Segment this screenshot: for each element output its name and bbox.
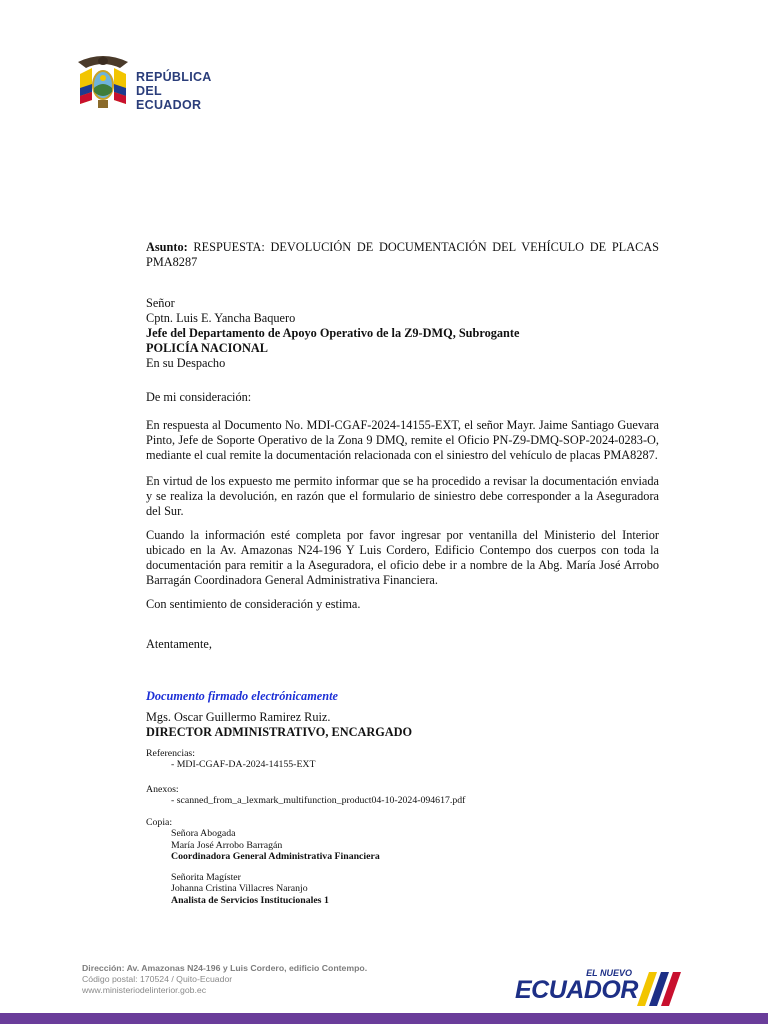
logo-line-1: REPÚBLICA [136,70,212,84]
copy-name: María José Arrobo Barragán [171,839,283,851]
recipient-title: Jefe del Departamento de Apoyo Operativo de la Z9-DMQ, Subrogante [146,326,520,340]
annexes-block [146,784,659,807]
logo-wordmark: ECUADOR [515,976,638,1004]
e-signature-note: Documento firmado electrónicamente [146,689,338,703]
recipient-institution: POLICÍA NACIONAL [146,341,268,355]
copy-honorific: Señorita Magíster [171,872,241,884]
recipient-salutation: Señor [146,296,175,310]
copy-role: Analista de Servicios Institucionales 1 [171,894,329,906]
flag-stripes-icon [635,970,691,1008]
footer-color-bar [0,1013,768,1024]
copies-label: Copia: [146,817,173,828]
recipient-location: En su Despacho [146,356,226,370]
greeting: De mi consideración: [146,390,252,404]
closing: Atentamente, [146,637,212,651]
copy-recipient [146,872,659,906]
signer-title: DIRECTOR ADMINISTRATIVO, ENCARGADO [146,725,413,739]
subject-block [146,240,659,270]
republic-logo [74,52,214,112]
footer-contact [82,963,367,996]
recipient-block [146,296,659,371]
annexes-label: Anexos: [146,784,179,795]
recipient-name: Cptn. Luis E. Yancha Baquero [146,311,296,325]
nuevo-ecuador-logo [515,968,690,1008]
footer-address: Dirección: Av. Amazonas N24-196 y Luis Cordero, edificio Contempo. [82,963,368,973]
paragraph-2: En virtud de los expuesto me permito informar que se ha procedido a revisar la documentación enviada y se realiza la devolución, en razón que el formulario de siniestro debe corresponder a la Aseguradora del Sur. [146,474,659,518]
logo-tagline: EL NUEVO [586,968,632,978]
copies-block [146,817,659,906]
paragraph-1: En respuesta al Documento No. MDI-CGAF-2024-14155-EXT, el señor Mayr. Jaime Santiago Guevara Pinto, Jefe de Soporte Operativo de la Zona 9 DMQ, remite el Oficio PN-Z9-DMQ-SOP-2024-0283-O, mediante el cual remite la documentación relacionada con el siniestro del vehículo de placas PMA8287. [146,418,659,462]
footer-website[interactable]: www.ministeriodelinterior.gob.ec [82,985,207,995]
copy-honorific: Señora Abogada [171,828,236,840]
footer-postal: Código postal: 170524 / Quito-Ecuador [82,974,233,984]
signature-block [146,710,659,740]
subject-label: Asunto: [146,240,188,254]
copy-recipient [146,828,659,862]
copy-name: Johanna Cristina Villacres Naranjo [171,883,308,895]
paragraph-4: Con sentimiento de consideración y estima. [146,597,361,611]
reference-item: - MDI-CGAF-DA-2024-14155-EXT [171,759,316,771]
logo-line-2: DEL ECUADOR [136,84,202,112]
references-block [146,748,659,771]
coat-of-arms-icon [74,52,132,112]
references-label: Referencias: [146,748,195,759]
copy-role: Coordinadora General Administrativa Financiera [171,850,380,862]
subject-text: RESPUESTA: DEVOLUCIÓN DE DOCUMENTACIÓN DEL VEHÍCULO DE PLACAS PMA8287 [146,240,659,269]
paragraph-3: Cuando la información esté completa por favor ingresar por ventanilla del Ministerio del Interior ubicado en la Av. Amazonas N24-196 Y Luis Cordero, Edificio Contempo dos cuerpos con toda la documentación para remitir a la Aseguradora, el oficio debe ir a nombre de la Abg. María José Arrobo Barragán Coordinadora General Administrativa Financiera. [146,528,659,587]
annex-item: - scanned_from_a_lexmark_multifunction_product04-10-2024-094617.pdf [171,795,466,807]
signer-name: Mgs. Oscar Guillermo Ramirez Ruiz. [146,710,331,724]
logo-text [136,70,214,112]
